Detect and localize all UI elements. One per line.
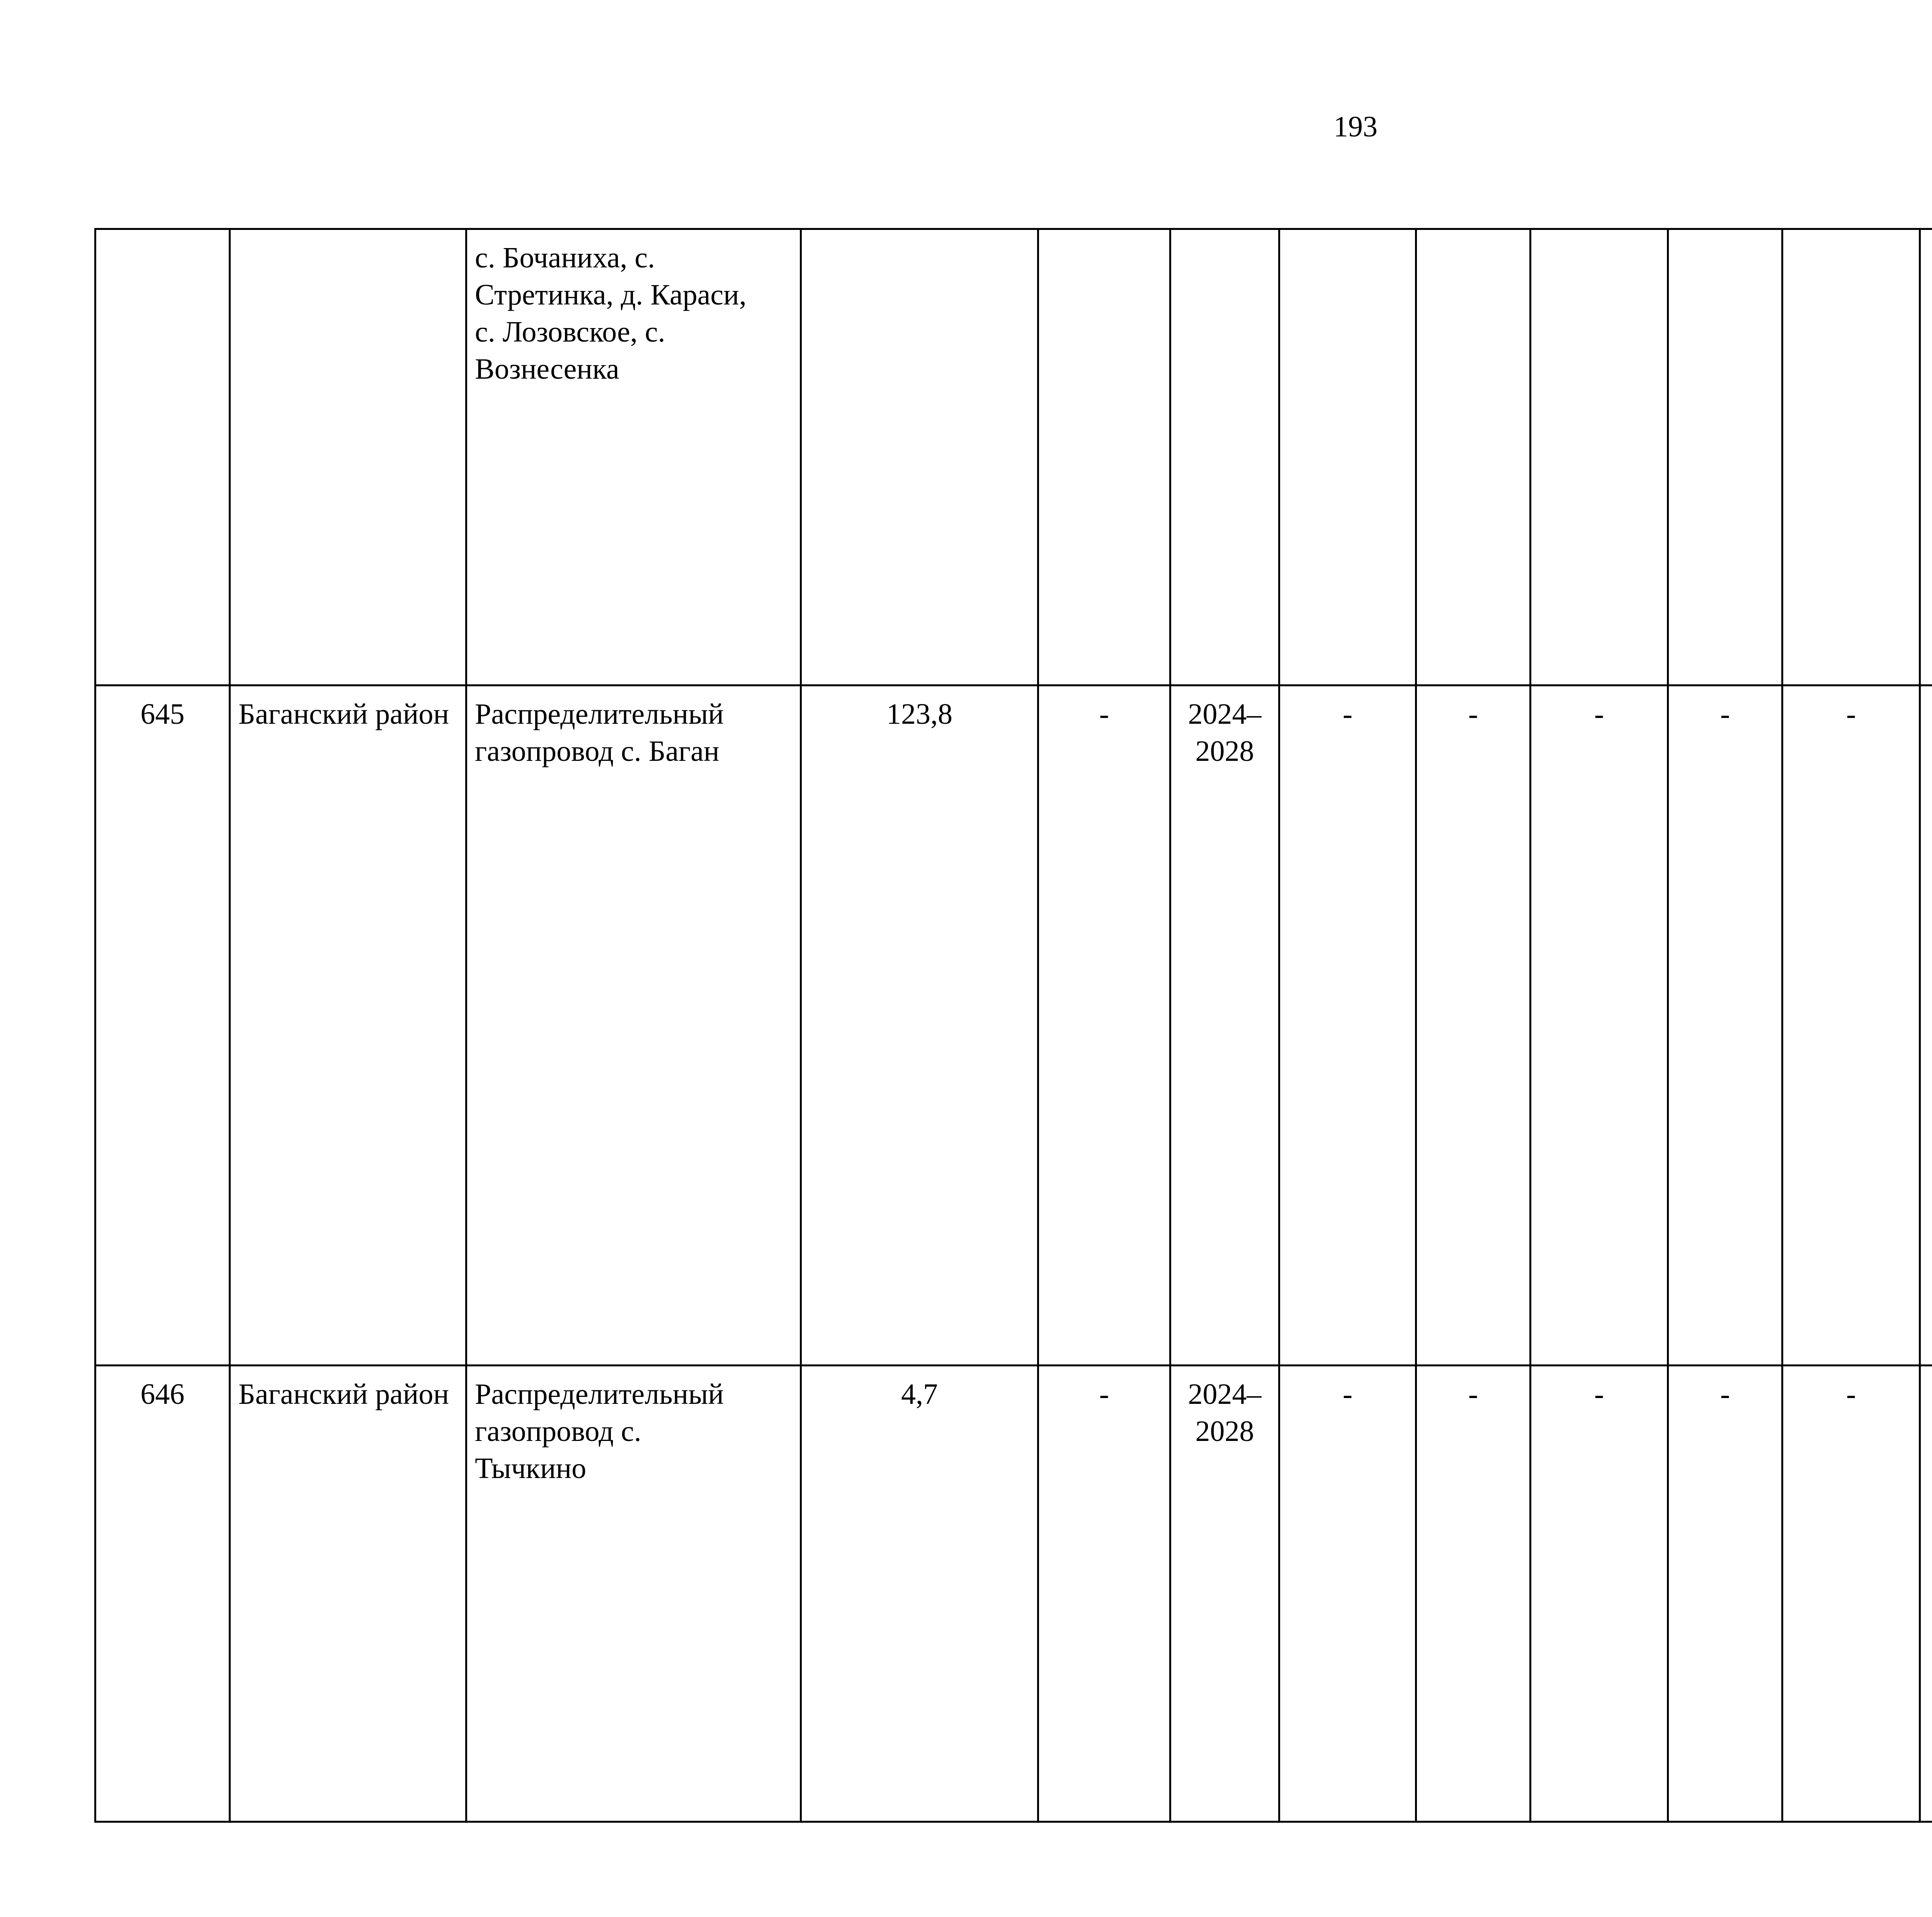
text-line: с. Лозовское, с. [475, 316, 665, 348]
page-number: 193 [1333, 111, 1378, 143]
object-name-cell [466, 1366, 801, 1822]
text-line: газопровод с. Баган [475, 735, 719, 767]
row-number-cell [95, 229, 230, 685]
text-line [1929, 1413, 1932, 1450]
text-line [1929, 1376, 1932, 1413]
text-line [1929, 770, 1932, 807]
text-line: 2024– [1188, 1378, 1262, 1410]
row-number-cell: 645 [95, 685, 230, 1366]
operator-cell [1920, 229, 1932, 685]
value-cell [1668, 229, 1782, 685]
operator-cell [1920, 685, 1932, 1366]
value-cell: - [1279, 685, 1416, 1366]
value-cell: - [1668, 685, 1782, 1366]
period-cell [1170, 1366, 1279, 1822]
value-cell: - [1416, 685, 1531, 1366]
value-cell [1782, 229, 1920, 685]
value-cell: - [1782, 685, 1920, 1366]
text-line [1929, 733, 1932, 770]
text-line: 2024– [1188, 698, 1262, 730]
text-line: 2028 [1195, 1415, 1254, 1448]
text-line: Тычкино [475, 1452, 587, 1485]
value-cell [1531, 229, 1668, 685]
document-table [94, 228, 1932, 1823]
district-cell [230, 229, 466, 685]
value-cell: - [1668, 1366, 1782, 1822]
value-cell [1038, 229, 1170, 685]
table-row [95, 685, 1932, 1366]
value-cell [1416, 229, 1531, 685]
text-line: 2028 [1195, 735, 1254, 767]
text-line: Распределительный [475, 1378, 724, 1410]
value-cell: - [1782, 1366, 1920, 1822]
value-cell: - [1279, 1366, 1416, 1822]
text-line: Стретинка, д. Караси, [475, 279, 747, 311]
object-name-cell [466, 685, 801, 1366]
text-line: газопровод с. [475, 1415, 641, 1448]
text-line [1929, 1487, 1932, 1524]
table-body [95, 229, 1932, 1822]
operator-cell [1920, 1366, 1932, 1822]
district-cell: Баганский район [230, 685, 466, 1366]
value-cell [1279, 229, 1416, 685]
value-cell: - [1038, 685, 1170, 1366]
value-cell: - [1416, 1366, 1531, 1822]
table-row [95, 229, 1932, 685]
length-cell [801, 229, 1038, 685]
value-cell: - [1531, 1366, 1668, 1822]
object-name-cell [466, 229, 801, 685]
text-line [1929, 807, 1932, 844]
period-cell [1170, 229, 1279, 685]
text-line: с. Бочаниха, с. [475, 242, 655, 274]
text-line [1929, 696, 1932, 733]
length-cell: 4,7 [801, 1366, 1038, 1822]
value-cell: - [1038, 1366, 1170, 1822]
row-number-cell: 646 [95, 1366, 230, 1822]
value-cell: - [1531, 685, 1668, 1366]
period-cell [1170, 685, 1279, 1366]
text-line: Вознесенка [475, 353, 619, 385]
text-line [1929, 1450, 1932, 1487]
text-line: Распределительный [475, 698, 724, 730]
table-row [95, 1366, 1932, 1822]
district-cell: Баганский район [230, 1366, 466, 1822]
length-cell: 123,8 [801, 685, 1038, 1366]
